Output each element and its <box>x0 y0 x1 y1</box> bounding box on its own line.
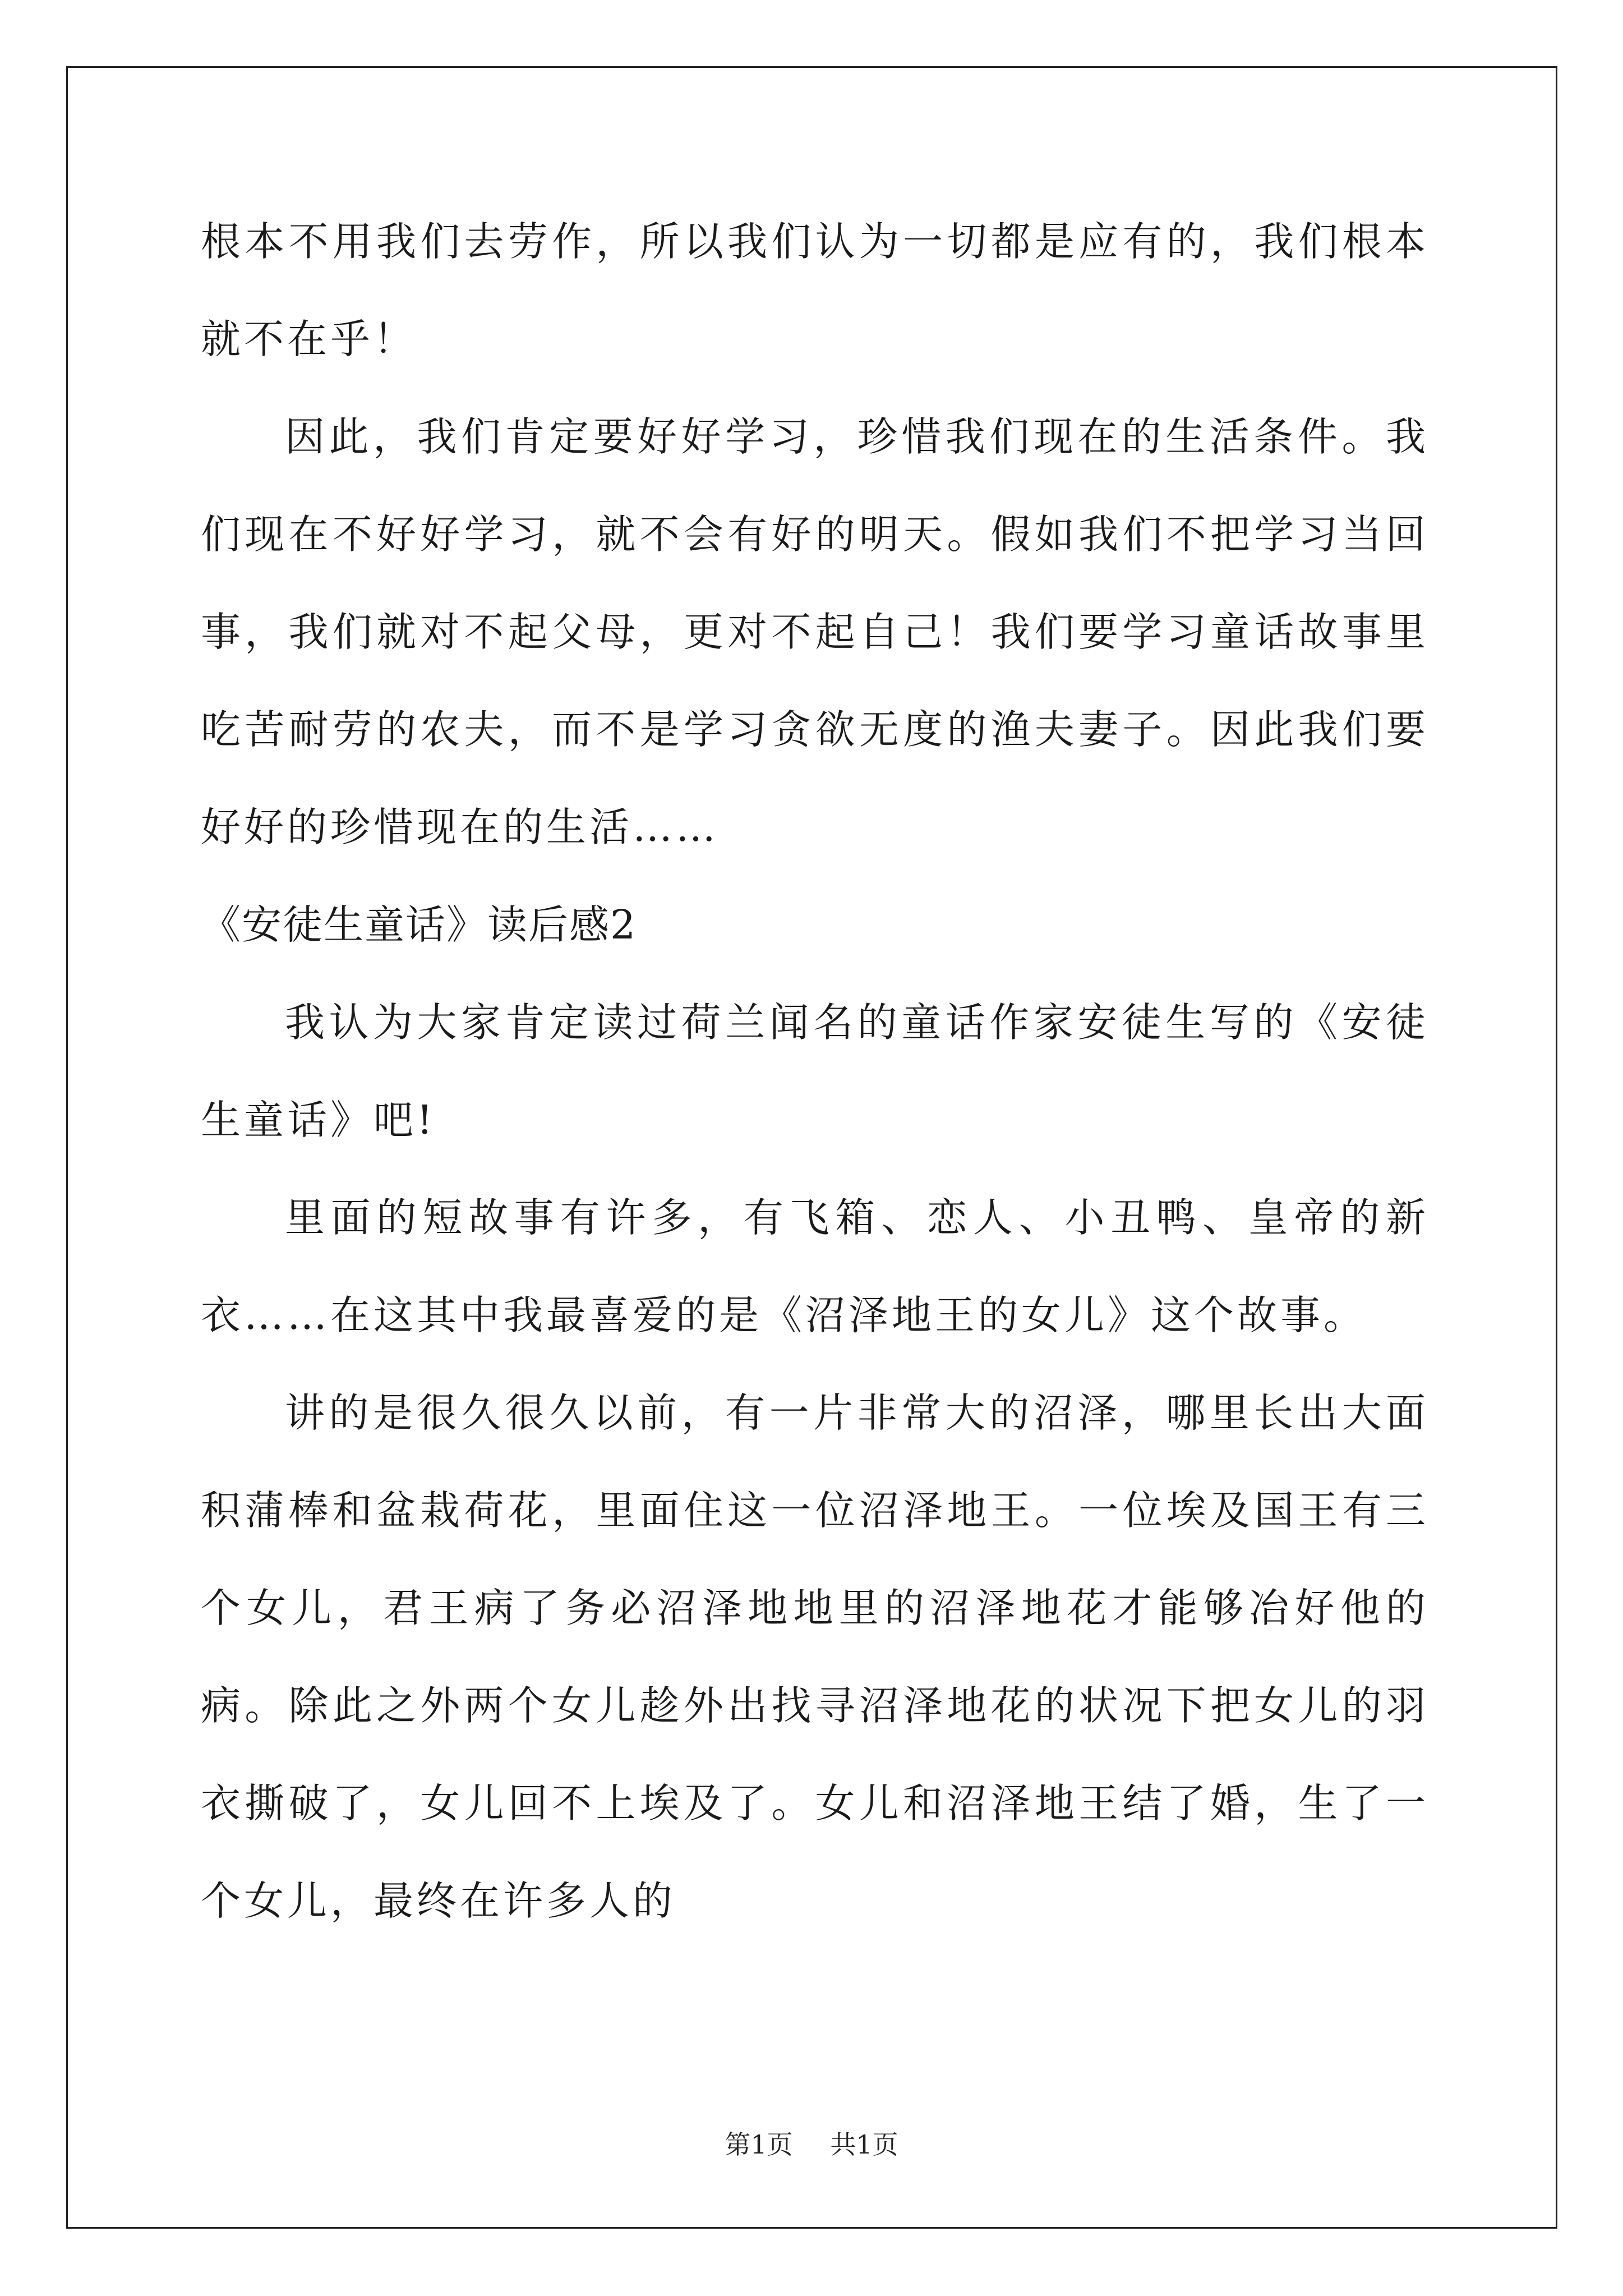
page-footer <box>0 2128 1623 2161</box>
page-total: 共1页 <box>830 2129 898 2160</box>
section-heading: 《安徒生童话》读后感2 <box>201 901 637 948</box>
paragraph: 讲的是很久很久以前，有一片非常大的沼泽，哪里长出大面积蒲棒和盆栽荷花，里面住这一位沼泽地王。一位埃及国王有三个女儿，君王病了务必沼泽地地里的沼泽地花才能够冶好他的病。除此之外两个女儿趁外出找寻沼泽地花的状况下把女儿的羽衣撕破了，女儿回不上埃及了。女儿和沼泽地王结了婚，生了一个女儿，最终在许多人的 <box>201 1389 1429 1924</box>
document-body <box>201 193 1429 1950</box>
paragraph: 我认为大家肯定读过荷兰闻名的童话作家安徒生写的《安徒生童话》吧! <box>201 999 1429 1143</box>
paragraph-continuation: 根本不用我们去劳作，所以我们认为一切都是应有的，我们根本就不在乎！ <box>201 218 1429 362</box>
paragraph: 里面的短故事有许多，有飞箱、恋人、小丑鸭、皇帝的新衣……在这其中我最喜爱的是《沼泽地王的女儿》这个故事。 <box>201 1194 1429 1338</box>
page-number: 第1页 <box>725 2129 793 2160</box>
paragraph: 因此，我们肯定要好好学习，珍惜我们现在的生活条件。我们现在不好好学习，就不会有好的明天。假如我们不把学习当回事，我们就对不起父母，更对不起自己！我们要学习童话故事里吃苦耐劳的农夫，而不是学习贪欲无度的渔夫妻子。因此我们要好好的珍惜现在的生活…… <box>201 413 1429 850</box>
